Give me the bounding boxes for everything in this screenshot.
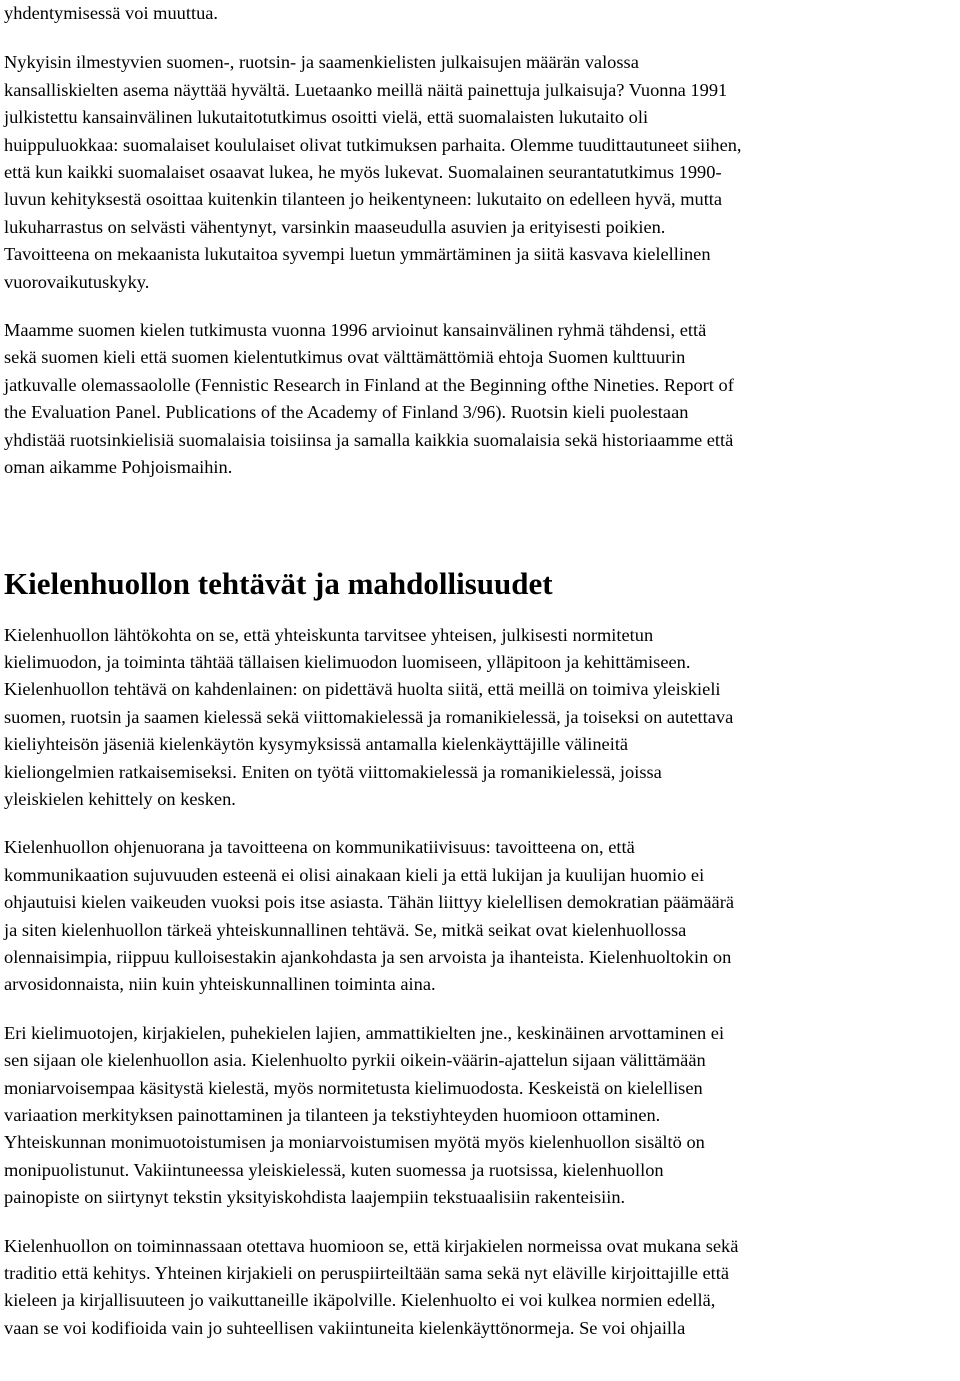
- paragraph-language-planning-starting-point: Kielenhuollon lähtökohta on se, että yhteiskunta tarvitsee yhteisen, julkisesti normitetun kielimuodon, ja toiminta tähtää tällaisen kielimuodon luomiseen, ylläpitoon ja kehittämiseen. Kielenhuollon tehtävä on kahdenlainen: on pidettävä huolta siitä, että meillä on toimiva yleiskieli suomen, ruotsin ja saamen kielessä sekä viittomakielessä ja romanikielessä, ja toiseksi on autettava kieliyhteisön jäseniä kielenkäytön kysymyksissä antamalla kielenkäyttäjille välineitä kieliongelmien ratkaisemiseksi. Eniten on työtä viittomakielessä ja romanikielessä, joissa yleiskielen kehittely on kesken.: [4, 624, 734, 809]
- paragraph-fragment-top: yhdentymisessä voi muuttua.: [4, 3, 219, 23]
- document-page: [4, 0, 954, 1342]
- paragraph-communicativeness: Kielenhuollon ohjenuorana ja tavoitteena on kommunikatiivisuus: tavoitteena on, että kommunikaation sujuvuuden esteenä ei olisi ainakaan kieli ja että lukijan ja kuulijan huomio ei ohjautuisi kielen vaikeuden vuoksi pois itse asiasta. Tähän liittyy kielellisen demokratian päämäärä ja siten kielenhuollon tärkeä yhteiskunnallinen tehtävä. Se, mitkä seikat ovat kielenhuollossa olennaisimpia, riippuu kulloisestakin ajankohdasta ja sen arvoista ja ihanteista. Kielenhuoltokin on arvosidonnaista, niin kuin yhteiskunnallinen toiminta aina.: [4, 837, 734, 995]
- paragraph-tradition-and-development: Kielenhuollon on toiminnassaan otettava huomioon se, että kirjakielen normeissa ovat mukana sekä traditio että kehitys. Yhteinen kirjakieli on peruspiirteiltään sama sekä nyt eläville kirjoittajille että kieleen ja kirjallisuuteen jo vaikuttaneille ikäpolville. Kielenhuolto ei voi kulkea normien edellä, vaan se voi kodifioida vain jo suhteellisen vakiintuneita kielenkäyttönormeja. Se voi ohjailla: [4, 1235, 739, 1338]
- section-heading: Kielenhuollon tehtävät ja mahdollisuudet: [4, 565, 553, 601]
- paragraph-evaluation-panel: Maamme suomen kielen tutkimusta vuonna 1996 arvioinut kansainvälinen ryhmä tähdensi, että sekä suomen kieli että suomen kielentutkimus ovat välttämättömiä ehtoja Suomen kulttuurin jatkuvalle olemassaololle (Fennistic Research in Finland at the Beginning ofthe Nineties. Report of the Evaluation Panel. Publications of the Academy of Finland 3/96). Ruotsin kieli puolestaan yhdistää ruotsinkielisiä suomalaisia toisiinsa ja samalla kaikkia suomalaisia sekä historiaamme että oman aikamme Pohjoismaihin.: [4, 320, 734, 478]
- paragraph-reading-literacy: Nykyisin ilmestyvien suomen-, ruotsin- ja saamenkielisten julkaisujen määrän valossa kansalliskielten asema näyttää hyvältä. Luetaanko meillä näitä painettuja julkaisuja? Vuonna 1991 julkistettu kansainvälinen lukutaitotutkimus osoitti vielä, että suomalaisten lukutaito oli huippuluokkaa: suomalaiset koululaiset olivat tutkimuksen parhaita. Olemme tuudittautuneet siihen, että kun kaikki suomalaiset osaavat lukea, he myös lukevat. Suomalainen seurantatutkimus 1990- luvun kehityksestä osoittaa kuitenkin tilanteen jo heikentyneen: lukutaito on edelleen hyvä, mutta lukuharrastus on selvästi vähentynyt, varsinkin maaseudulla asuvien ja erityisesti poikien. Tavoitteena on mekaanista lukutaitoa syvempi luetun ymmärtäminen ja siitä kasvava kielellinen vuorovaikutuskyky.: [4, 52, 742, 292]
- paragraph-language-varieties: Eri kielimuotojen, kirjakielen, puhekielen lajien, ammattikielten jne., keskinäinen arvottaminen ei sen sijaan ole kielenhuollon asia. Kielenhuolto pyrkii oikein-väärin-ajattelun sijaan välittämään moniarvoisempaa käsitystä kielestä, myös normitetusta kielimuodosta. Keskeistä on kielellisen variaation merkityksen painottaminen ja tilanteen ja tekstiyhteyden huomioon ottaminen. Yhteiskunnan monimuotoistumisen ja moniarvoistumisen myötä myös kielenhuollon sisältö on monipuolistunut. Vakiintuneessa yleiskielessä, kuten suomessa ja ruotsissa, kielenhuollon painopiste on siirtynyt tekstin yksityiskohdista laajempiin tekstuaalisiin rakenteisiin.: [4, 1022, 725, 1208]
